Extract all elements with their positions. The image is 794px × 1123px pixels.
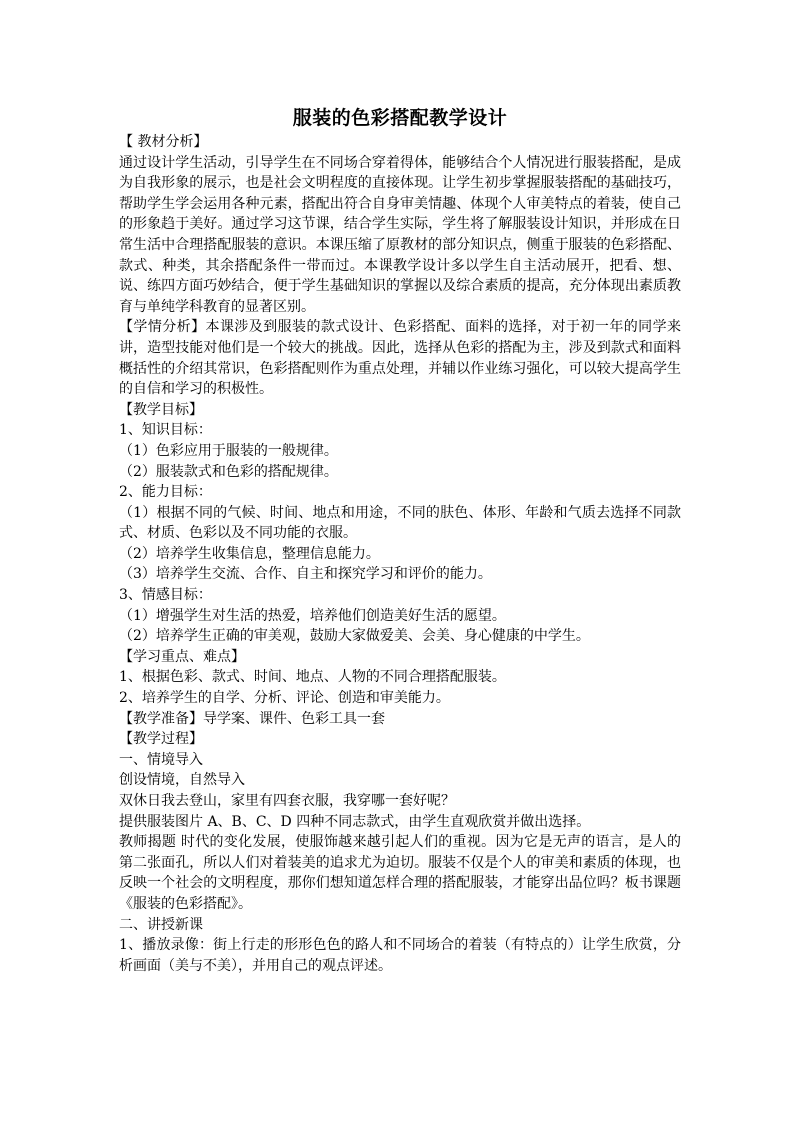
- paragraph: 通过设计学生活动，引导学生在不同场合穿着得体，能够结合个人情况进行服装搭配，是成为自我形象的展示，也是社会文明程度的直接体现。让学生初步掌握服装搭配的基础技巧，帮助学生学会运用各种元素，搭配出符合自身审美情趣、体现个人审美特点的着装，使自己的形象趋于美好。通过学习这节课，结合学生实际，学生将了解服装设计知识，并形成在日常生活中合理搭配服装的意识。本课压缩了原教材的部分知识点，侧重于服装的色彩搭配、款式、种类，其余搭配条件一带而过。本课教学设计多以学生自主活动展开，把看、想、说、练四方面巧妙结合，便于学生基础知识的掌握以及综合素质的提高，充分体现出素质教育与单纯学科教育的显著区别。: [119, 154, 681, 315]
- text-line: 双休日我去登山，家里有四套衣服，我穿哪一套好呢？: [119, 793, 455, 809]
- document-body: [119, 132, 681, 976]
- document-page: [119, 104, 681, 976]
- text-line: 1、根据色彩、款式、时间、地点、人物的不同合理搭配服装。: [119, 669, 506, 686]
- paragraph: 【学情分析】本课涉及到服装的款式设计、色彩搭配、面料的选择，对于初一年的同学来讲，造型技能对他们是一个较大的挑战。因此，选择从色彩的搭配为主，涉及到款式和面料概括性的介绍其常识，色彩搭配则作为重点处理，并辅以作业练习强化，可以较大提高学生的自信和学习的积极性。: [119, 319, 681, 398]
- document-title: 服装的色彩搭配教学设计: [292, 107, 508, 129]
- text-line: 2、培养学生的自学、分析、评论、创造和审美能力。: [119, 690, 450, 707]
- text-line: （1）增强学生对生活的热爱，培养他们创造美好生活的愿望。: [119, 607, 506, 624]
- section-heading: 【学习重点、难点】: [119, 648, 245, 665]
- section-heading: 【教学过程】: [119, 731, 203, 748]
- paragraph: （1）根据不同的气候、时间、地点和用途，不同的肤色、体形、年龄和气质去选择不同款式、材质、色彩以及不同功能的衣服。: [119, 504, 681, 542]
- section-heading: 【教学目标】: [119, 401, 203, 418]
- text-line: 创设情境，自然导入: [119, 772, 245, 789]
- text-line: 3、情感目标：: [119, 587, 212, 604]
- text-line: （2）服装款式和色彩的搭配规律。: [119, 463, 338, 480]
- text-line: 一、情境导入: [119, 751, 203, 768]
- text-line: （2）培养学生收集信息，整理信息能力。: [119, 545, 380, 562]
- text-line: （1）色彩应用于服装的一般规律。: [119, 442, 338, 459]
- text-line: （2）培养学生正确的审美观，鼓励大家做爱美、会美、身心健康的中学生。: [119, 628, 590, 645]
- paragraph: 教师揭题 时代的变化发展，使服饰越来越引起人们的重视。因为它是无声的语言，是人的第二张面孔，所以人们对着装美的追求尤为迫切。服装不仅是个人的审美和素质的体现，也反映一个社会的文明程度，那你们想知道怎样合理的搭配服装，才能穿出品位吗？板书课题《服装的色彩搭配》。: [119, 834, 681, 912]
- text-line: 2、能力目标：: [119, 484, 212, 501]
- text-line: 二、讲授新课: [119, 916, 203, 933]
- paragraph: 1、播放录像：街上行走的形形色色的路人和不同场合的着装（有特点的）让学生欣赏，分析画面（美与不美），并用自己的观点评述。: [119, 937, 681, 974]
- section-heading: 【 教材分析】: [119, 134, 208, 150]
- text-line: 提供服装图片 A、B、C、D 四种不同志款式，由学生直观欣赏并做出选择。: [119, 813, 591, 830]
- text-line: 1、知识目标：: [119, 422, 212, 439]
- text-line: （3）培养学生交流、合作、自主和探究学习和评价的能力。: [119, 566, 492, 583]
- text-line: 【教学准备】导学案、课件、色彩工具一套: [119, 710, 385, 727]
